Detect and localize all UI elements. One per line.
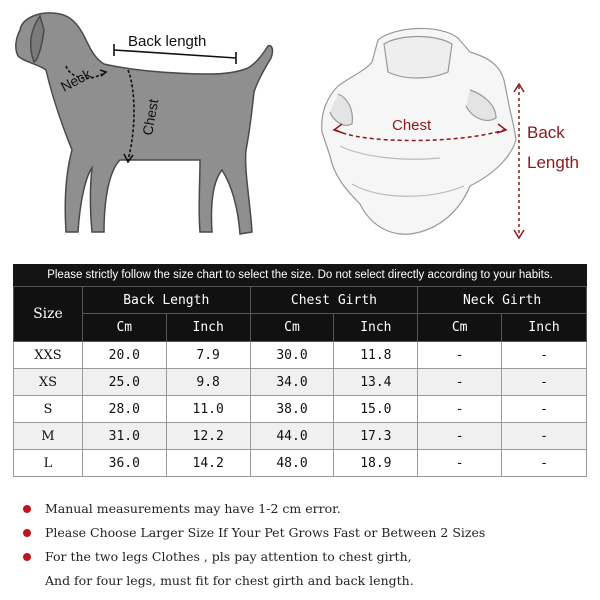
value-cell: - xyxy=(502,396,587,423)
measurement-illustration xyxy=(0,0,600,262)
bullet-dot-icon xyxy=(23,553,31,561)
value-cell: 15.0 xyxy=(334,396,418,423)
value-cell: - xyxy=(418,450,502,477)
unit-header: Cm xyxy=(82,314,166,342)
bullet-dot-icon xyxy=(23,529,31,537)
value-cell: 34.0 xyxy=(250,369,334,396)
table-row xyxy=(14,342,587,369)
unit-header: Inch xyxy=(334,314,418,342)
size-notice: Please strictly follow the size chart to select the size. Do not select directly according to your habits. xyxy=(13,264,587,286)
value-cell: 30.0 xyxy=(250,342,334,369)
unit-header: Inch xyxy=(166,314,250,342)
value-cell: 18.9 xyxy=(334,450,418,477)
size-chart-table xyxy=(13,286,587,477)
value-cell: 36.0 xyxy=(82,450,166,477)
value-cell: 38.0 xyxy=(250,396,334,423)
value-cell: 12.2 xyxy=(166,423,250,450)
value-cell: - xyxy=(502,342,587,369)
value-cell: 11.8 xyxy=(334,342,418,369)
group-header-chest-girth: Chest Girth xyxy=(250,287,418,314)
value-cell: - xyxy=(502,423,587,450)
neck-label: Neck xyxy=(57,65,94,95)
value-cell: 14.2 xyxy=(166,450,250,477)
garment-back-label: Back xyxy=(527,123,565,142)
size-cell: XS xyxy=(14,369,83,396)
value-cell: 20.0 xyxy=(82,342,166,369)
value-cell: - xyxy=(502,450,587,477)
value-cell: 17.3 xyxy=(334,423,418,450)
table-row xyxy=(14,396,587,423)
value-cell: 9.8 xyxy=(166,369,250,396)
value-cell: - xyxy=(418,342,502,369)
chest-label: Chest xyxy=(139,97,162,137)
table-row xyxy=(14,450,587,477)
value-cell: - xyxy=(502,369,587,396)
garment-length-label: Length xyxy=(527,153,579,172)
size-cell: M xyxy=(14,423,83,450)
back-length-label: Back length xyxy=(128,33,207,50)
note-text: And for four legs, must fit for chest girth and back length. xyxy=(45,573,414,588)
size-cell: S xyxy=(14,396,83,423)
notes-list xyxy=(0,497,485,593)
table-row xyxy=(14,423,587,450)
group-header-back-length: Back Length xyxy=(82,287,250,314)
size-cell: XXS xyxy=(14,342,83,369)
note-text: Manual measurements may have 1-2 cm error. xyxy=(45,501,341,516)
value-cell: - xyxy=(418,423,502,450)
note-item xyxy=(0,545,485,569)
value-cell: 28.0 xyxy=(82,396,166,423)
note-item xyxy=(0,521,485,545)
unit-header: Cm xyxy=(418,314,502,342)
value-cell: - xyxy=(418,369,502,396)
value-cell: 44.0 xyxy=(250,423,334,450)
size-cell: L xyxy=(14,450,83,477)
size-header: Size xyxy=(14,287,83,342)
value-cell: 48.0 xyxy=(250,450,334,477)
group-header-neck-girth: Neck Girth xyxy=(418,287,587,314)
note-item xyxy=(0,569,485,593)
value-cell: - xyxy=(418,396,502,423)
note-text: For the two legs Clothes , pls pay attention to chest girth, xyxy=(45,549,412,564)
table-row xyxy=(14,369,587,396)
value-cell: 25.0 xyxy=(82,369,166,396)
value-cell: 11.0 xyxy=(166,396,250,423)
bullet-dot-icon xyxy=(23,505,31,513)
note-item xyxy=(0,497,485,521)
garment-chest-label: Chest xyxy=(392,117,432,134)
value-cell: 31.0 xyxy=(82,423,166,450)
value-cell: 13.4 xyxy=(334,369,418,396)
unit-header: Inch xyxy=(502,314,587,342)
value-cell: 7.9 xyxy=(166,342,250,369)
unit-header: Cm xyxy=(250,314,334,342)
note-text: Please Choose Larger Size If Your Pet Grows Fast or Between 2 Sizes xyxy=(45,525,486,540)
